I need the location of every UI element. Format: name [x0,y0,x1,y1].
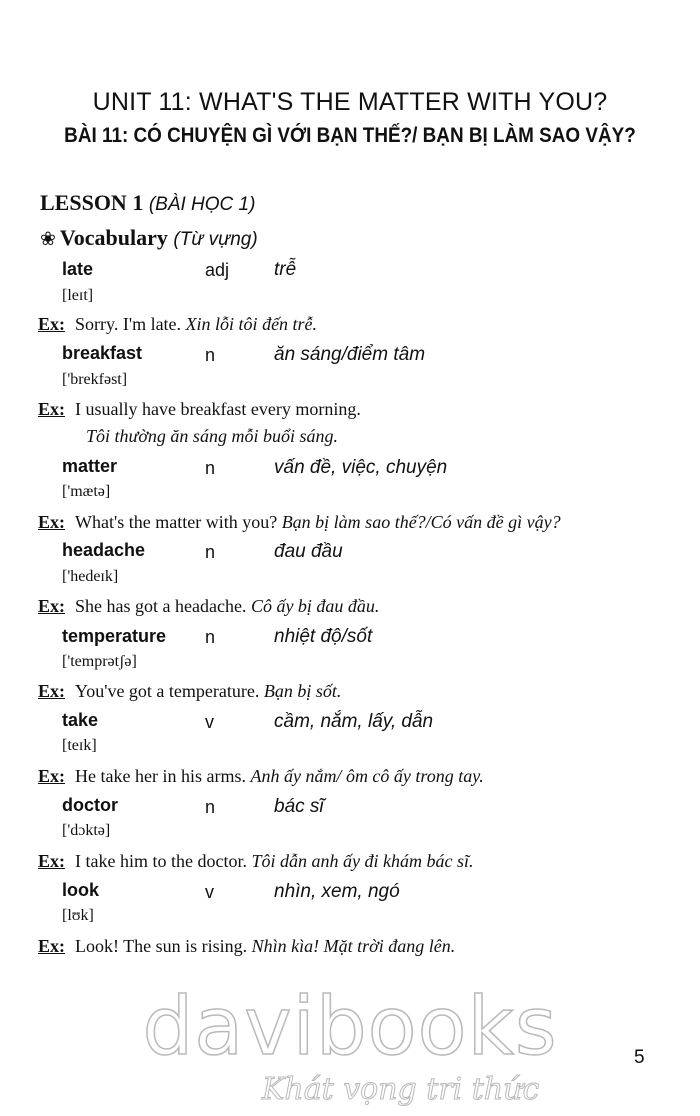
example-vietnamese: Nhìn kìa! Mặt trời đang lên. [251,936,456,956]
lesson-subtitle: (BÀI HỌC 1) [148,194,256,215]
vocab-meaning: bác sĩ [274,796,324,817]
example-sentence [38,766,484,787]
example-label: Ex: [38,314,65,334]
vocab-part-of-speech: n [205,345,216,365]
watermark-slogan: Khát vọng tri thức [262,1072,540,1107]
example-english: Sorry. I'm late. [75,314,182,334]
vocab-part-of-speech: v [205,712,214,732]
vocab-word: look [62,880,100,900]
page-number: 5 [634,1047,645,1068]
example-english: What's the matter with you? [75,512,278,532]
vocab-meaning: nhiệt độ/sốt [274,626,373,647]
example-vietnamese: Tôi dẫn anh ấy đi khám bác sĩ. [251,851,474,871]
example-sentence [38,851,473,872]
example-vietnamese: Cô ấy bị đau đầu. [250,596,380,616]
example-vietnamese: Tôi thường ăn sáng mỗi buổi sáng. [86,426,338,446]
example-vietnamese: Anh ấy nắm/ ôm cô ấy trong tay. [250,766,484,786]
example-label: Ex: [38,851,65,871]
vocab-pronunciation: [leɪt] [62,287,94,304]
vocab-meaning: nhìn, xem, ngó [274,881,400,902]
vocab-part-of-speech: v [205,882,214,902]
vocab-part-of-speech: n [205,542,216,562]
vocab-part-of-speech: n [205,458,216,478]
watermark-brand: davibooks [142,980,558,1073]
example-label: Ex: [38,766,65,786]
lesson-heading [40,190,255,216]
vocab-word: matter [62,456,118,476]
vocab-part-of-speech: adj [205,260,230,280]
example-sentence [38,399,361,420]
vocab-word: late [62,259,94,279]
vocab-pronunciation: ['temprətʃə] [62,653,137,670]
vocabulary-heading [40,225,258,251]
example-english: He take her in his arms. [75,766,246,786]
example-english: I take him to the doctor. [75,851,247,871]
vocab-meaning: ăn sáng/điểm tâm [274,344,426,365]
example-label: Ex: [38,596,65,616]
vocab-meaning: trễ [274,259,297,280]
vocab-word: headache [62,540,146,560]
vocab-pronunciation: [teɪk] [62,737,97,754]
unit-title-vietnamese: BÀI 11: CÓ CHUYỆN GÌ VỚI BẠN THẾ?/ BẠN BỊ LÀM SAO VẬY? [64,124,636,147]
example-label: Ex: [38,399,65,419]
vocabulary-title: Vocabulary [59,225,168,250]
vocab-pronunciation: ['hedeɪk] [62,568,119,585]
lesson-title: LESSON 1 [40,190,144,215]
vocab-meaning: vấn đề, việc, chuyện [274,457,448,478]
example-english: She has got a headache. [75,596,247,616]
vocab-meaning: cầm, nắm, lấy, dẫn [274,711,434,732]
example-label: Ex: [38,512,65,532]
example-vietnamese: Xin lỗi tôi đến trễ. [185,314,318,334]
example-sentence [38,314,317,335]
example-vietnamese: Bạn bị làm sao thế?/Có vấn đề gì vậy? [281,512,561,532]
example-vietnamese: Bạn bị sốt. [263,681,342,701]
example-english: I usually have breakfast every morning. [75,399,361,419]
vocab-part-of-speech: n [205,797,216,817]
flower-icon: ❀ [40,229,56,250]
example-sentence [38,681,341,702]
vocab-pronunciation: ['brekfəst] [62,371,128,388]
example-sentence [38,512,561,533]
vocab-word: take [62,710,99,730]
example-english: Look! The sun is rising. [75,936,248,956]
vocab-meaning: đau đầu [274,541,343,562]
example-label: Ex: [38,936,65,956]
vocab-part-of-speech: n [205,627,216,647]
example-sentence [38,596,379,617]
vocabulary-subtitle: (Từ vựng) [173,229,258,250]
vocab-word: breakfast [62,343,143,363]
example-sentence [38,936,455,957]
vocab-pronunciation: ['dɔktə] [62,822,111,839]
vocab-pronunciation: [lʊk] [62,907,94,924]
vocab-word: doctor [62,795,118,815]
vocab-pronunciation: ['mætə] [62,483,111,500]
example-english: You've got a temperature. [75,681,260,701]
example-label: Ex: [38,681,65,701]
unit-title-english: UNIT 11: WHAT'S THE MATTER WITH YOU? [92,88,608,116]
vocab-word: temperature [62,626,167,646]
